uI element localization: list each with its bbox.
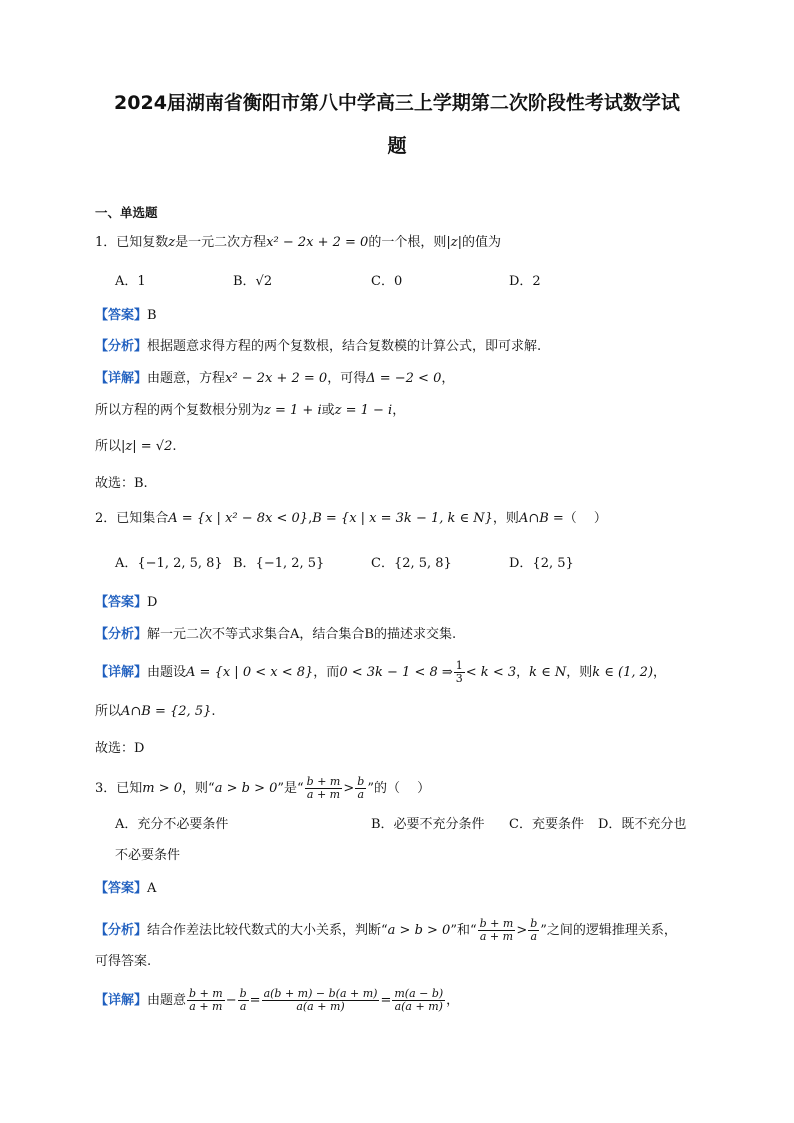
q3-frac1 xyxy=(305,776,343,801)
q2-detail-ineq: 0 < 3k − 1 < 8 ⇒ xyxy=(339,665,453,680)
q2-analysis-text: 解一元二次不等式求集合A，结合集合B的描述求交集. xyxy=(147,627,457,642)
answer-tag: 【答案】 xyxy=(95,308,148,323)
q2-detail-comma: ， xyxy=(516,665,530,680)
q3-gt: > xyxy=(343,781,355,796)
q1-stem-text: 1．已知复数 xyxy=(95,235,169,250)
q3-frac2 xyxy=(355,776,366,801)
q2-detail-text: 由题设 xyxy=(147,665,187,680)
q2-option-c: C．{2, 5, 8} xyxy=(371,556,452,571)
q1-stem-text2: 是一元二次方程 xyxy=(175,235,267,250)
q1-or: 或 xyxy=(321,403,335,418)
q1-modulus: |z| = √2 xyxy=(121,439,173,454)
q3-df4-den: a(a + m) xyxy=(394,1000,443,1013)
q2-fraction xyxy=(454,660,465,685)
analysis-tag: 【分析】 xyxy=(95,923,148,938)
q2-detail-ineq2: < k < 3 xyxy=(465,665,517,680)
q3-answer-value: A xyxy=(147,881,157,896)
q2-stem xyxy=(95,510,607,528)
q1-option-b: B．√2 xyxy=(233,274,273,289)
q2-intersection: A∩B = xyxy=(518,511,564,526)
q1-option-a: A．1 xyxy=(115,274,146,289)
q3-detail-end: ， xyxy=(446,993,460,1008)
q3-m: m > 0 xyxy=(142,781,183,796)
q2-detail-line1 xyxy=(95,660,666,685)
q3-option-a: A．充分不必要条件 xyxy=(115,817,229,832)
q3-analysis xyxy=(95,918,677,943)
q1-option-d: D．2 xyxy=(509,274,541,289)
q3-frac1-den: a + m xyxy=(306,788,341,801)
q2-stem-text2: ，则 xyxy=(492,511,519,526)
q2-option-a: A．{−1, 2, 5, 8} xyxy=(115,556,223,571)
q3-frac1-num: b + m xyxy=(306,775,341,788)
q1-detail2-text: 所以方程的两个复数根分别为 xyxy=(95,403,265,418)
q2-sep: , xyxy=(308,511,313,526)
q1-detail3-text: 所以 xyxy=(95,439,122,454)
q3-condition1: a > b > 0 xyxy=(214,781,278,796)
q3-frac2-den: a xyxy=(357,788,365,801)
q3-detail-text: 由题意 xyxy=(147,993,187,1008)
q2-frac-num: 1 xyxy=(455,659,463,672)
detail-tag: 【详解】 xyxy=(95,665,148,680)
q1-abs: |z| xyxy=(446,235,462,250)
q2-option-d: D．{2, 5} xyxy=(509,556,574,571)
q1-detail-eq: x² − 2x + 2 = 0 xyxy=(225,371,328,386)
q3-stem-text3: ”是“ xyxy=(277,781,304,796)
q1-detail-line3 xyxy=(95,438,176,456)
q2-detail2-eq: A∩B = {2, 5} xyxy=(121,704,212,719)
q2-stem-paren: （ ） xyxy=(563,511,607,526)
q1-stem-text4: 的值为 xyxy=(461,235,501,250)
q3-option-d-cont: 不必要条件 xyxy=(115,848,181,863)
q1-detail2-end: ， xyxy=(392,403,406,418)
page-title-line2: 题 xyxy=(387,135,407,157)
detail-tag: 【详解】 xyxy=(95,371,148,386)
q1-option-c: C．0 xyxy=(371,274,403,289)
q3-df3-num: a(b + m) − b(a + m) xyxy=(263,987,378,1000)
q1-detail3-end: . xyxy=(172,439,177,454)
q3-analysis-text3: ”之间的逻辑推理关系， xyxy=(540,923,677,938)
q3-stem-text4: ”的（ ） xyxy=(367,781,431,796)
q3-detail-frac1 xyxy=(187,988,225,1013)
q3-detail-eq2: = xyxy=(380,993,392,1008)
q3-stem-text: 3．已知 xyxy=(95,781,143,796)
q1-root2: z = 1 − i xyxy=(334,403,393,418)
q2-detail-text2: ，而 xyxy=(313,665,340,680)
q2-option-b: B．{−1, 2, 5} xyxy=(233,556,325,571)
q2-detail-end: ， xyxy=(653,665,667,680)
q2-set-b: B = {x | x = 3k − 1, k ∈ N} xyxy=(312,511,493,526)
q1-analysis xyxy=(95,338,541,356)
q1-detail-text: 由题意，方程 xyxy=(147,371,226,386)
q3-df2-num: b xyxy=(239,987,247,1000)
q1-detail-line1 xyxy=(95,370,454,388)
q1-var: z xyxy=(168,235,176,250)
q3-analysis-cond: a > b > 0 xyxy=(387,923,451,938)
q3-analysis-line2: 可得答案. xyxy=(95,954,152,969)
q3-detail-frac4 xyxy=(392,988,445,1013)
q3-af2-num: b xyxy=(530,917,538,930)
q2-set-a: A = {x | x² − 8x < 0} xyxy=(168,511,309,526)
q2-choose: 故选：D xyxy=(95,741,145,756)
q1-analysis-text: 根据题意求得方程的两个复数根，结合复数模的计算公式，即可求解. xyxy=(147,339,542,354)
detail-tag: 【详解】 xyxy=(95,993,148,1008)
q1-stem-text3: 的一个根，则 xyxy=(368,235,447,250)
q3-stem-text2: ，则“ xyxy=(182,781,215,796)
q3-analysis-gt: > xyxy=(516,923,528,938)
q3-detail xyxy=(95,988,459,1013)
q2-detail2-text: 所以 xyxy=(95,704,122,719)
q2-frac-den: 3 xyxy=(455,672,463,685)
q1-answer xyxy=(95,307,157,325)
q3-stem xyxy=(95,776,430,801)
q1-detail-line2 xyxy=(95,402,405,420)
q3-detail-frac2 xyxy=(238,988,249,1013)
analysis-tag: 【分析】 xyxy=(95,627,148,642)
q3-answer xyxy=(95,880,156,898)
page-title-line1: 2024届湖南省衡阳市第八中学高三上学期第二次阶段性考试数学试 xyxy=(114,92,680,114)
answer-tag: 【答案】 xyxy=(95,881,148,896)
q3-frac2-num: b xyxy=(357,775,365,788)
q3-detail-eq1: = xyxy=(249,993,261,1008)
q3-option-d: D．既不充分也 xyxy=(598,817,687,832)
q3-df2-den: a xyxy=(239,1000,247,1013)
q1-answer-value: B xyxy=(147,308,157,323)
q2-detail-text3: ，则 xyxy=(566,665,593,680)
q3-option-b: B．必要不充分条件 xyxy=(371,817,485,832)
q2-analysis xyxy=(95,626,456,644)
q3-af1-den: a + m xyxy=(479,930,514,943)
q1-detail-text2: ，可得 xyxy=(327,371,367,386)
q1-choose: 故选：B. xyxy=(95,476,148,491)
q3-option-c: C．充要条件 xyxy=(509,817,584,832)
q2-answer-value: D xyxy=(147,595,158,610)
q3-df1-den: a + m xyxy=(189,1000,223,1013)
q2-stem-text: 2．已知集合 xyxy=(95,511,169,526)
q1-equation: x² − 2x + 2 = 0 xyxy=(266,235,369,250)
q3-af2-den: a xyxy=(530,930,538,943)
q3-df1-num: b + m xyxy=(189,987,223,1000)
q3-detail-minus: − xyxy=(225,993,237,1008)
q3-detail-frac3 xyxy=(262,988,380,1013)
q3-analysis-frac1 xyxy=(478,918,516,943)
q2-detail-line2 xyxy=(95,703,216,721)
q2-detail-kn: k ∈ N xyxy=(529,665,567,680)
q3-df4-num: m(a − b) xyxy=(394,987,444,1000)
analysis-tag: 【分析】 xyxy=(95,339,148,354)
q1-root1: z = 1 + i xyxy=(264,403,322,418)
q2-detail-set: A = {x | 0 < x < 8} xyxy=(186,665,314,680)
q3-analysis-text: 结合作差法比较代数式的大小关系，判断“ xyxy=(147,923,388,938)
q2-answer xyxy=(95,594,157,612)
section-heading: 一、单选题 xyxy=(95,205,158,220)
q1-stem xyxy=(95,234,501,252)
q2-detail-k: k ∈ (1, 2) xyxy=(592,665,654,680)
q2-detail2-end: . xyxy=(211,704,216,719)
q3-analysis-frac2 xyxy=(528,918,539,943)
q3-af1-num: b + m xyxy=(479,917,514,930)
q1-detail-text3: ， xyxy=(441,371,455,386)
q1-detail-delta: Δ = −2 < 0 xyxy=(366,371,442,386)
q3-analysis-text2: ”和“ xyxy=(450,923,477,938)
q3-df3-den: a(a + m) xyxy=(296,1000,345,1013)
answer-tag: 【答案】 xyxy=(95,595,148,610)
